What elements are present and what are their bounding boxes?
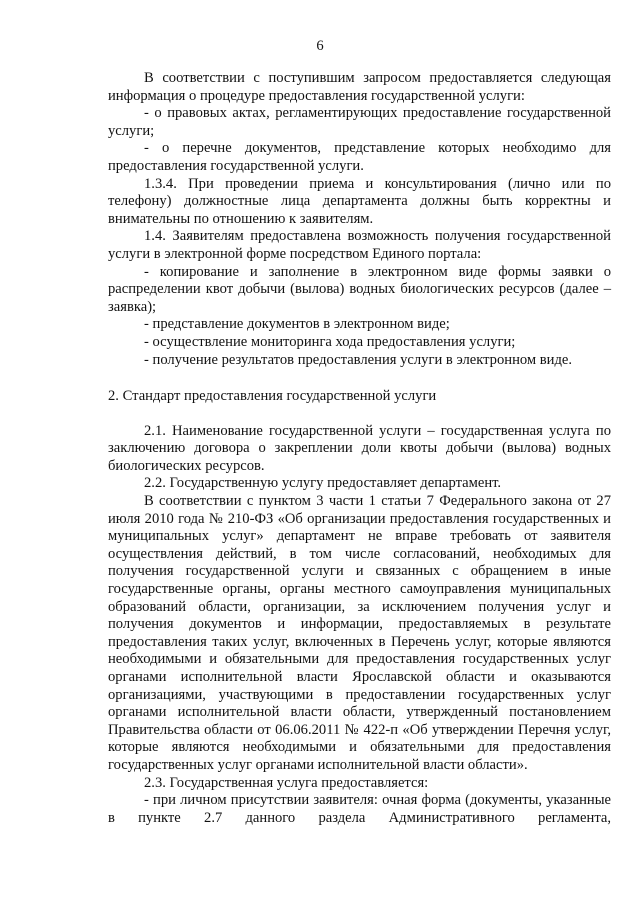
paragraph: - о перечне документов, представление которых необходимо для предоставления государственной услуги. — [108, 140, 611, 174]
document-body — [108, 70, 611, 827]
paragraph: - получение результатов предоставления услуги в электронном виде. — [144, 351, 573, 368]
paragraph: - о правовых актах, регламентирующих предоставление государственной услуги; — [108, 105, 611, 139]
paragraph: - копирование и заполнение в электронном виде формы заявки о распределении квот добычи (вылова) водных биологических ресурсов (далее – заявка); — [108, 263, 611, 315]
section-heading: 2. Стандарт предоставления государственной услуги — [108, 388, 437, 405]
paragraph: 2.1. Наименование государственной услуги – государственная услуга по заключению договора о закреплении доли квоты добычи (вылова) водных биологических ресурсов. — [108, 422, 611, 474]
paragraph: В соответствии с поступившим запросом предоставляется следующая информация о процедуре предоставления государственной услуги: — [108, 70, 611, 104]
page-number: 6 — [316, 38, 324, 54]
paragraph: - осуществление мониторинга хода предоставления услуги; — [144, 333, 516, 350]
paragraph: - представление документов в электронном виде; — [144, 316, 450, 333]
paragraph: 2.2. Государственную услугу предоставляет департамент. — [144, 475, 502, 492]
paragraph: В соответствии с пунктом 3 части 1 статьи 7 Федерального закона от 27 июля 2010 года № 210-ФЗ «Об организации предоставления государственных и муниципальных услуг» департамент не вправе требовать от заявителя осуществления действий, в том числе согласований, необходимых для получения государственной услуги и связанных с обращением в иные государственные органы, органы местного самоуправления муниципальных образований области, организации, за исключением получения услуг и получения документов и информации, предоставляемых в результате предоставления таких услуг, включенных в Перечень услуг, которые являются необходимыми и обязательными для предоставления государственных услуг органами исполнительной власти Ярославской области и оказываются организациями, участвующими в предоставлении государственных услуг органами исполнительной власти области, утвержденный постановлением Правительства области от 06.06.2011 № 422-п «Об утверждении Перечня услуг, которые являются необходимыми и обязательными для предоставления государственных услуг органами исполнительной власти области». — [108, 493, 611, 773]
paragraph: 1.4. Заявителям предоставлена возможность получения государственной услуги в электронной форме посредством Единого портала: — [108, 228, 611, 262]
paragraph: - при личном присутствии заявителя: очная форма (документы, указанные в пункте 2.7 данного раздела Административного регламента, — [108, 792, 611, 826]
paragraph: 1.3.4. При проведении приема и консультирования (лично или по телефону) должностные лица департамента должны быть корректны и внимательны по отношению к заявителям. — [108, 175, 611, 227]
paragraph: 2.3. Государственная услуга предоставляется: — [144, 774, 429, 791]
